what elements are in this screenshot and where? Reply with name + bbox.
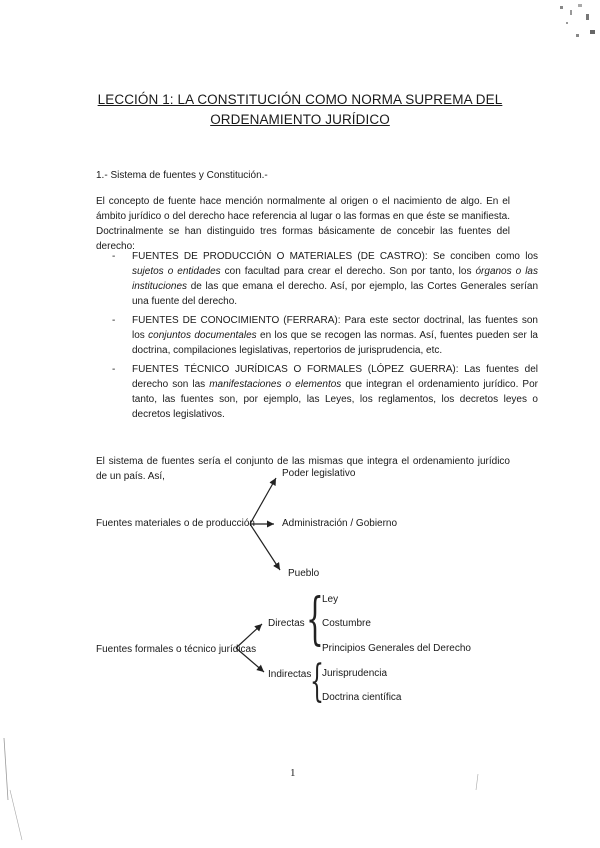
intro-paragraph: El concepto de fuente hace mención normalmente al origen o el nacimiento de algo. En el ámbito jurídico o del derecho hace referencia al lugar o las formas en que éste se manifiesta. Doctrinalmente se han distinguido tres formas básicamente de concebir las fuentes del derecho: [96, 196, 510, 252]
pueblo-label: Pueblo [288, 568, 320, 579]
title-line-1: LECCIÓN 1: LA CONSTITUCIÓN COMO NORMA SUPREMA DEL [97, 92, 503, 107]
doctrina-label: Doctrina científica [322, 692, 402, 703]
scan-artifact-bottom-right [470, 770, 500, 810]
formal-sources-label: Fuentes formales o técnico jurídicas [96, 644, 257, 655]
ley-label: Ley [322, 594, 339, 605]
jurisprudencia-label: Jurisprudencia [322, 668, 388, 679]
system-paragraph: El sistema de fuentes sería el conjunto de las mismas que integra el ordenamiento jurídico de un país. Así, [96, 456, 510, 482]
brace-directas: { [306, 587, 324, 652]
indirectas-label: Indirectas [268, 669, 312, 680]
material-sources-label: Fuentes materiales o de producción [96, 518, 255, 529]
poder-legislativo-label: Poder legislativo [282, 468, 356, 479]
administracion-label: Administración / Gobierno [282, 518, 398, 529]
costumbre-label: Costumbre [322, 618, 371, 629]
principios-label: Principios Generales del Derecho [322, 643, 471, 654]
list-item: - FUENTES DE PRODUCCIÓN O MATERIALES (DE CASTRO): Se conciben como los sujetos o entidades con facultad para crear el derecho. Son por tanto, los órganos o las instituciones de las que emana el derecho. Así, por ejemplo, las Cortes Generales serían una fuente del derecho. [132, 249, 538, 309]
arrow-pueblo [250, 524, 280, 570]
scan-artifact-top-right [540, 0, 600, 50]
list-item: - FUENTES TÉCNICO JURÍDICAS O FORMALES (LÓPEZ GUERRA): Las fuentes del derecho son las manifestaciones o elementos que integran el ordenamiento jurídico. Por tanto, las fuentes son, por ejemplo, las Leyes, los reglamentos, los decretos leyes o decretos legislativos. [132, 362, 538, 422]
section-heading: 1.- Sistema de fuentes y Constitución.- [96, 170, 268, 181]
list-item: - FUENTES DE CONOCIMIENTO (FERRARA): Para este sector doctrinal, las fuentes son los conjuntos documentales en los que se recogen las normas. Así, fuentes pueden ser la doctrina, compilaciones legislativas, repertorios de jurisprudencia, etc. [132, 313, 538, 358]
scan-artifact-bottom-left [0, 730, 40, 848]
title-line-2: ORDENAMIENTO JURÍDICO [210, 112, 390, 127]
brace-indirectas: { [310, 656, 324, 707]
directas-label: Directas [268, 618, 305, 629]
page-number: 1 [290, 767, 296, 779]
